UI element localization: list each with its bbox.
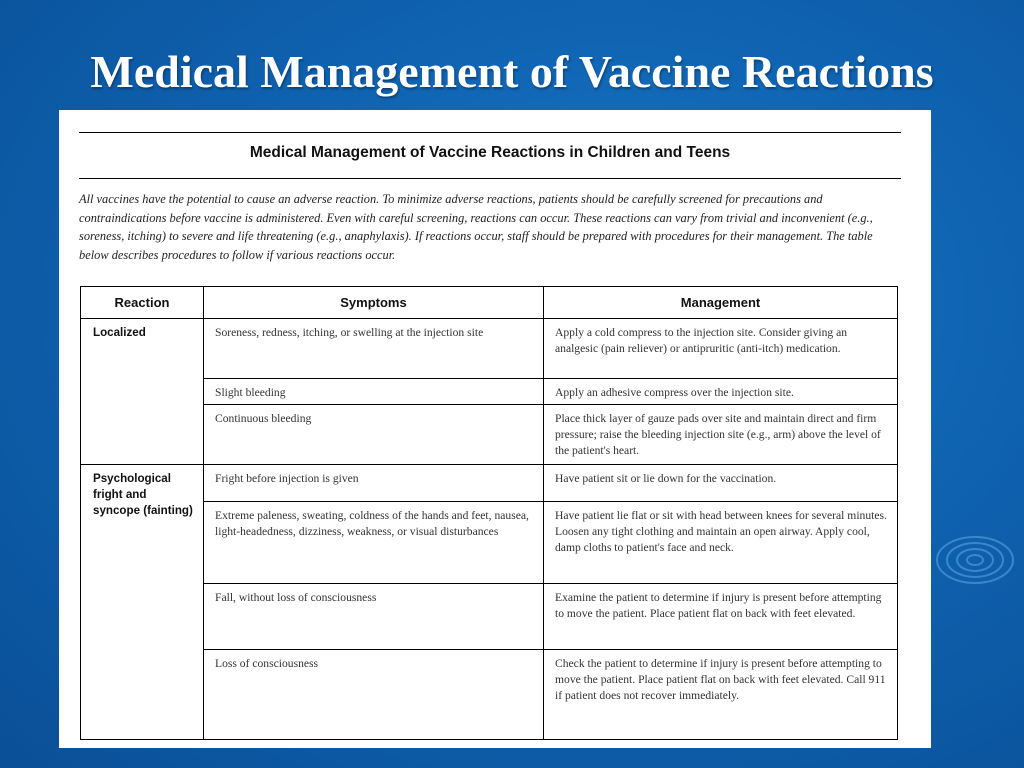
table-row: [81, 319, 898, 379]
management-cell: Check the patient to determine if injury is present before attempting to move the patient. Place patient flat on back with feet elevated. Call 911 if patient does not recover immediately.: [544, 650, 898, 740]
management-cell: Place thick layer of gauze pads over site and maintain direct and firm pressure; raise the bleeding injection site (e.g., arm) above the level of the patient's heart.: [544, 405, 898, 465]
document-title: Medical Management of Vaccine Reactions in Children and Teens: [249, 144, 731, 161]
symptoms-cell: Loss of consciousness: [204, 650, 544, 740]
management-cell: Examine the patient to determine if injury is present before attempting to move the patient. Place patient flat on back with feet elevated.: [544, 584, 898, 650]
document-intro: All vaccines have the potential to cause an adverse reaction. To minimize adverse reactions, patients should be carefully screened for precautions and contraindications before vaccine is administered. Even with careful screening, reactions can occur. These reactions can vary from trivial and inconvenient (e.g., soreness, itching) to severe and life threatening (e.g., anaphylaxis). If reactions occur, staff should be prepared with procedures for their management. The table below describes procedures to follow if various reactions occur.: [79, 192, 873, 262]
symptoms-cell: Continuous bleeding: [204, 405, 544, 465]
symptoms-cell: Slight bleeding: [204, 379, 544, 405]
symptoms-cell: Soreness, redness, itching, or swelling at the injection site: [204, 319, 544, 379]
slide-title: Medical Management of Vaccine Reactions: [90, 46, 934, 97]
top-rule: [79, 132, 901, 133]
management-table: [80, 286, 898, 740]
management-cell: Have patient lie flat or sit with head between knees for several minutes. Loosen any tight clothing and maintain an open airway. Apply cool, damp cloths to patient's face and neck.: [544, 502, 898, 584]
title-rule: [79, 178, 901, 179]
management-cell: Apply a cold compress to the injection site. Consider giving an analgesic (pain reliever) or antipruritic (anti-itch) medication.: [544, 319, 898, 379]
table-row: [81, 379, 898, 405]
document-image: [59, 110, 931, 748]
table-row: [81, 502, 898, 584]
header-reaction: Reaction: [81, 287, 204, 319]
table-row: [81, 584, 898, 650]
management-cell: Apply an adhesive compress over the injection site.: [544, 379, 898, 405]
reaction-localized: Localized: [81, 319, 204, 465]
header-symptoms: Symptoms: [204, 287, 544, 319]
table-row: [81, 650, 898, 740]
table-row: [81, 465, 898, 502]
symptoms-cell: Fall, without loss of consciousness: [204, 584, 544, 650]
reaction-psychological-fright: Psychological fright and syncope (fainting): [81, 465, 204, 740]
symptoms-cell: Fright before injection is given: [204, 465, 544, 502]
table-header-row: [81, 287, 898, 319]
management-cell: Have patient sit or lie down for the vaccination.: [544, 465, 898, 502]
water-ripple-decoration: [935, 520, 1015, 600]
header-management: Management: [544, 287, 898, 319]
table-row: [81, 405, 898, 465]
symptoms-cell: Extreme paleness, sweating, coldness of the hands and feet, nausea, light-headedness, dizziness, weakness, or visual disturbances: [204, 502, 544, 584]
